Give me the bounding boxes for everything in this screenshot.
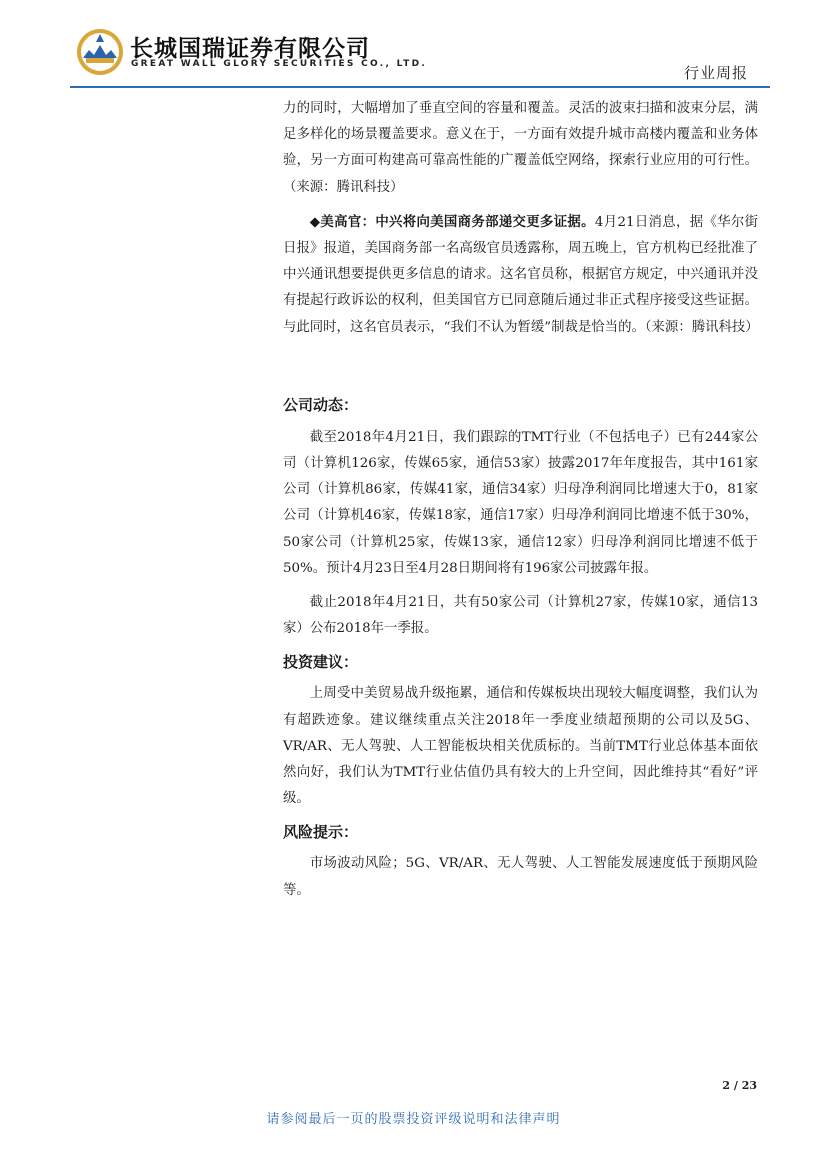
company-news-paragraph-2: 截止2018年4月21日，共有50家公司（计算机27家，传媒10家，通信13家）公布2018年一季报。	[283, 595, 758, 637]
page-number: 2 / 23	[722, 1079, 757, 1092]
section-title-investment-advice: 投资建议：	[283, 653, 359, 672]
company-news-paragraph-1: 截至2018年4月21日，我们跟踪的TMT行业（不包括电子）已有244家公司（计算机126家，传媒65家，通信53家）披露2017年年度报告，其中161家公司（计算机86家，传媒41家，通信34家）归母净利润同比增速大于0，81家公司（计算机46家，传媒18家，通信17家）归母净利润同比增速不低于30%，50家公司（计算机25家，传媒13家，通信12家）归母净利润同比增速不低于50%。预计4月23日至4月28日期间将有196家公司披露年报。	[283, 429, 758, 576]
news-item-zte	[283, 209, 758, 341]
news-text: 4月21日消息，据《华尔街日报》报道，美国商务部一名高级官员透露称，周五晚上，官方机构已经批准了中兴通讯想要提供更多信息的请求。这名官员称，根据官方规定，中兴通讯并没有提起行政诉讼的权利，但美国官方已同意随后通过非正式程序接受这些证据。与此同时，这名官员表示，“我们不认为暂缓”制裁是恰当的。（来源：腾讯科技）	[283, 214, 759, 335]
footer-disclaimer: 请参阅最后一页的股票投资评级说明和法律声明	[266, 1112, 561, 1127]
header-divider	[70, 86, 770, 88]
section-title-company-news: 公司动态：	[283, 395, 359, 414]
news-headline: ◆美高官：中兴将向美国商务部递交更多证据。	[309, 213, 595, 230]
company-name-en: GREAT WALL GLORY SECURITIES CO., LTD.	[131, 59, 428, 69]
report-body	[283, 96, 758, 904]
section-title-risk-warning: 风险提示：	[283, 823, 359, 842]
risk-warning-paragraph: 市场波动风险；5G、VR/AR、无人驾驶、人工智能发展速度低于预期风险等。	[283, 856, 758, 898]
company-logo-icon	[76, 28, 124, 76]
paragraph-continuation: 力的同时，大幅增加了垂直空间的容量和覆盖。灵活的波束扫描和波束分层，满足多样化的场景覆盖要求。意义在于，一方面有效提升城市高楼内覆盖和业务体验，另一方面可构建高可靠高性能的广覆盖低空网络，探索行业应用的可行性。（来源：腾讯科技）	[283, 101, 758, 195]
investment-advice-paragraph: 上周受中美贸易战升级拖累，通信和传媒板块出现较大幅度调整，我们认为有超跌迹象。建议继续重点关注2018年一季度业绩超预期的公司以及5G、VR/AR、无人驾驶、人工智能板块相关优质标的。当前TMT行业总体基本面依然向好，我们认为TMT行业估值仍具有较大的上升空间，因此维持其“看好”评级。	[283, 686, 758, 807]
page-header	[70, 24, 770, 88]
spacer	[283, 341, 758, 393]
report-type-label: 行业周报	[683, 64, 748, 82]
company-name-cn: 长城国瑞证券有限公司	[130, 36, 370, 62]
